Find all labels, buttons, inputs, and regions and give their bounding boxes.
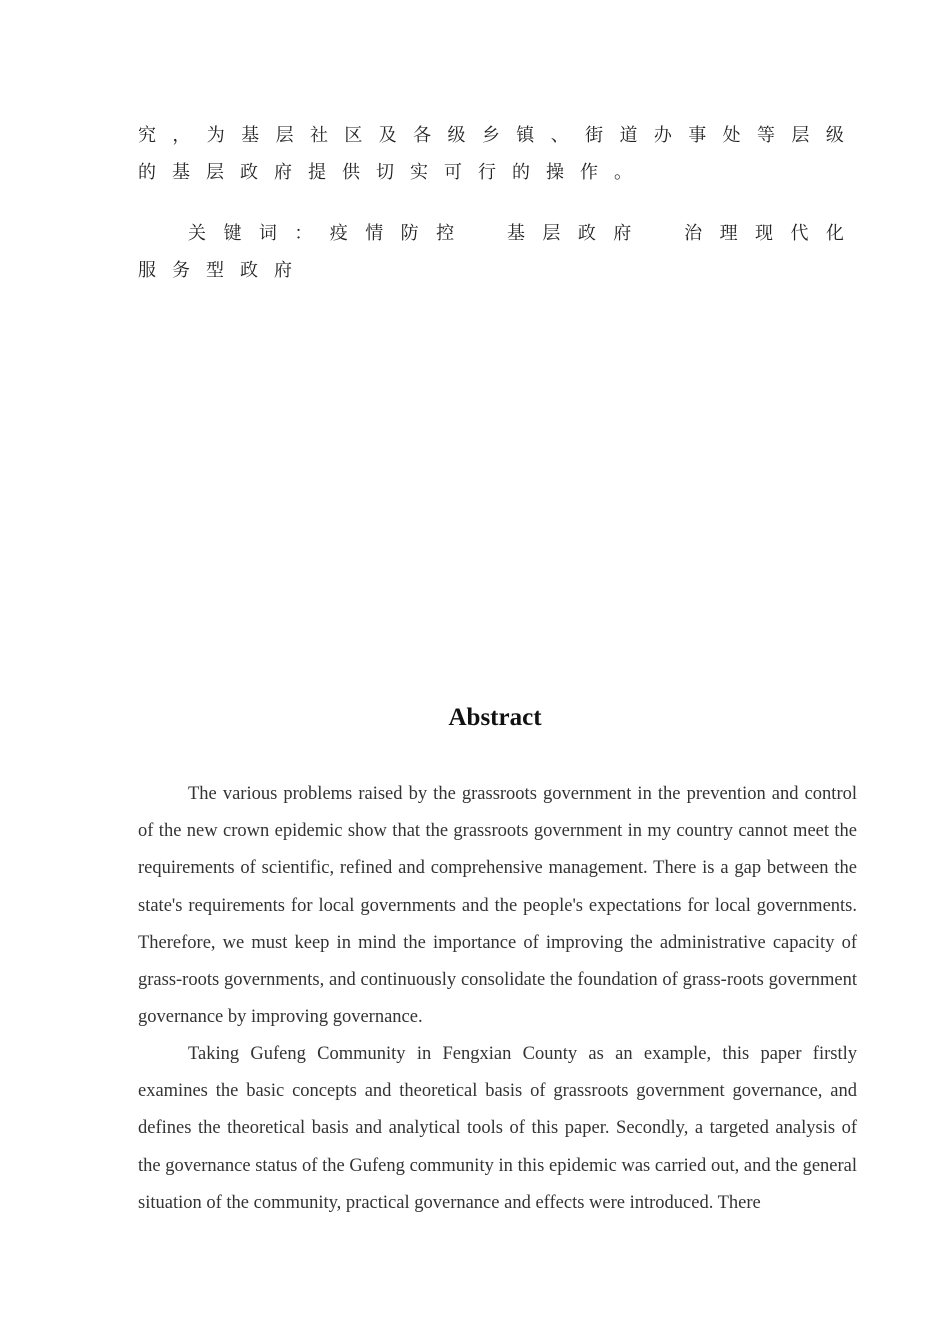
- keyword-term-char: 政: [240, 260, 258, 281]
- keyword-term-char: 型: [206, 260, 224, 281]
- keyword-term-char: 疫: [329, 223, 348, 244]
- abstract-paragraph-1: The various problems raised by the grassroots government in the prevention and control of the new crown epidemic show that the grassroots government in my country cannot meet the requirements of scientific, refined and comprehensive management. There is a gap between the state's requirements for local governments and the people's expectations for local governments. Therefore, we must keep in mind the importance of improving the administrative capacity of grass-roots governments, and continuously consolidate the foundation of grass-roots government governance by improving governance.: [138, 784, 857, 1028]
- chinese-char: ，: [172, 125, 191, 146]
- chinese-char: 办: [653, 125, 672, 146]
- abstract-paragraph-2: Taking Gufeng Community in Fengxian County as an example, this paper firstly examines the basic concepts and theoretical basis of grassroots government governance, and defines the theoretical basis and analytical tools of this paper. Secondly, a targeted analysis of the governance status of the Gufeng community in this epidemic was carried out, and the general situation of the community, practical governance and effects were introduced. There: [138, 1044, 857, 1213]
- chinese-char: 为: [206, 125, 225, 146]
- chinese-char: 供: [342, 162, 360, 183]
- chinese-char: 镇: [516, 125, 535, 146]
- keyword-term-char: 理: [719, 223, 738, 244]
- keyword-term-char: 府: [613, 223, 632, 244]
- keyword-term-char: 层: [542, 223, 561, 244]
- chinese-char: 级: [447, 125, 466, 146]
- keywords-label-char: 词: [258, 223, 277, 244]
- chinese-char: 乡: [481, 125, 500, 146]
- chinese-char: 级: [825, 125, 844, 146]
- chinese-abstract-line-2: [138, 161, 844, 185]
- chinese-char: 府: [274, 162, 292, 183]
- keyword-separator: [649, 222, 667, 246]
- keywords-line-2: [138, 259, 844, 283]
- chinese-char: 基: [172, 162, 190, 183]
- chinese-char: 道: [619, 125, 638, 146]
- keyword-term-char: 务: [172, 260, 190, 281]
- keyword-term-char: 代: [790, 223, 809, 244]
- chinese-char: 、: [550, 125, 569, 146]
- chinese-char: 究: [138, 125, 156, 146]
- keyword-term-char: 现: [755, 223, 773, 244]
- keyword-term-char: 服: [138, 260, 156, 281]
- chinese-char: 事: [688, 125, 707, 146]
- chinese-char: 切: [376, 162, 394, 183]
- keywords-line-1: [188, 222, 844, 246]
- chinese-char: 及: [378, 125, 397, 146]
- keyword-term-char: 控: [436, 223, 455, 244]
- keyword-term-char: 基: [506, 223, 525, 244]
- chinese-char: 操: [546, 162, 564, 183]
- chinese-char: 提: [308, 162, 326, 183]
- keyword-term-char: 防: [400, 223, 419, 244]
- chinese-char: 等: [757, 125, 776, 146]
- chinese-char: 层: [791, 125, 810, 146]
- keyword-term-char: 政: [577, 223, 596, 244]
- chinese-char: 作: [580, 162, 598, 183]
- keywords-label-char: 关: [188, 223, 206, 244]
- keywords-label-char: ：: [294, 223, 313, 244]
- chinese-char: 政: [240, 162, 258, 183]
- chinese-char: 街: [585, 125, 604, 146]
- chinese-char: 区: [344, 125, 363, 146]
- chinese-char: 层: [206, 162, 224, 183]
- keyword-term-char: 化: [825, 223, 844, 244]
- keyword-separator: [472, 222, 490, 246]
- chinese-abstract-line-1: [138, 124, 844, 148]
- chinese-char: 基: [241, 125, 260, 146]
- chinese-char: 实: [410, 162, 428, 183]
- abstract-title: Abstract: [448, 704, 542, 731]
- keyword-term-char: 情: [365, 223, 384, 244]
- chinese-char: 。: [614, 162, 632, 183]
- chinese-char: 行: [478, 162, 496, 183]
- keywords-label-char: 键: [223, 223, 242, 244]
- chinese-char: 层: [275, 125, 294, 146]
- chinese-char: 的: [138, 162, 156, 183]
- keyword-term-char: 治: [684, 223, 703, 244]
- chinese-char: 各: [413, 125, 432, 146]
- chinese-char: 可: [444, 162, 462, 183]
- chinese-char: 社: [309, 125, 328, 146]
- keyword-term-char: 府: [274, 260, 292, 281]
- chinese-char: 的: [512, 162, 530, 183]
- chinese-char: 处: [722, 125, 741, 146]
